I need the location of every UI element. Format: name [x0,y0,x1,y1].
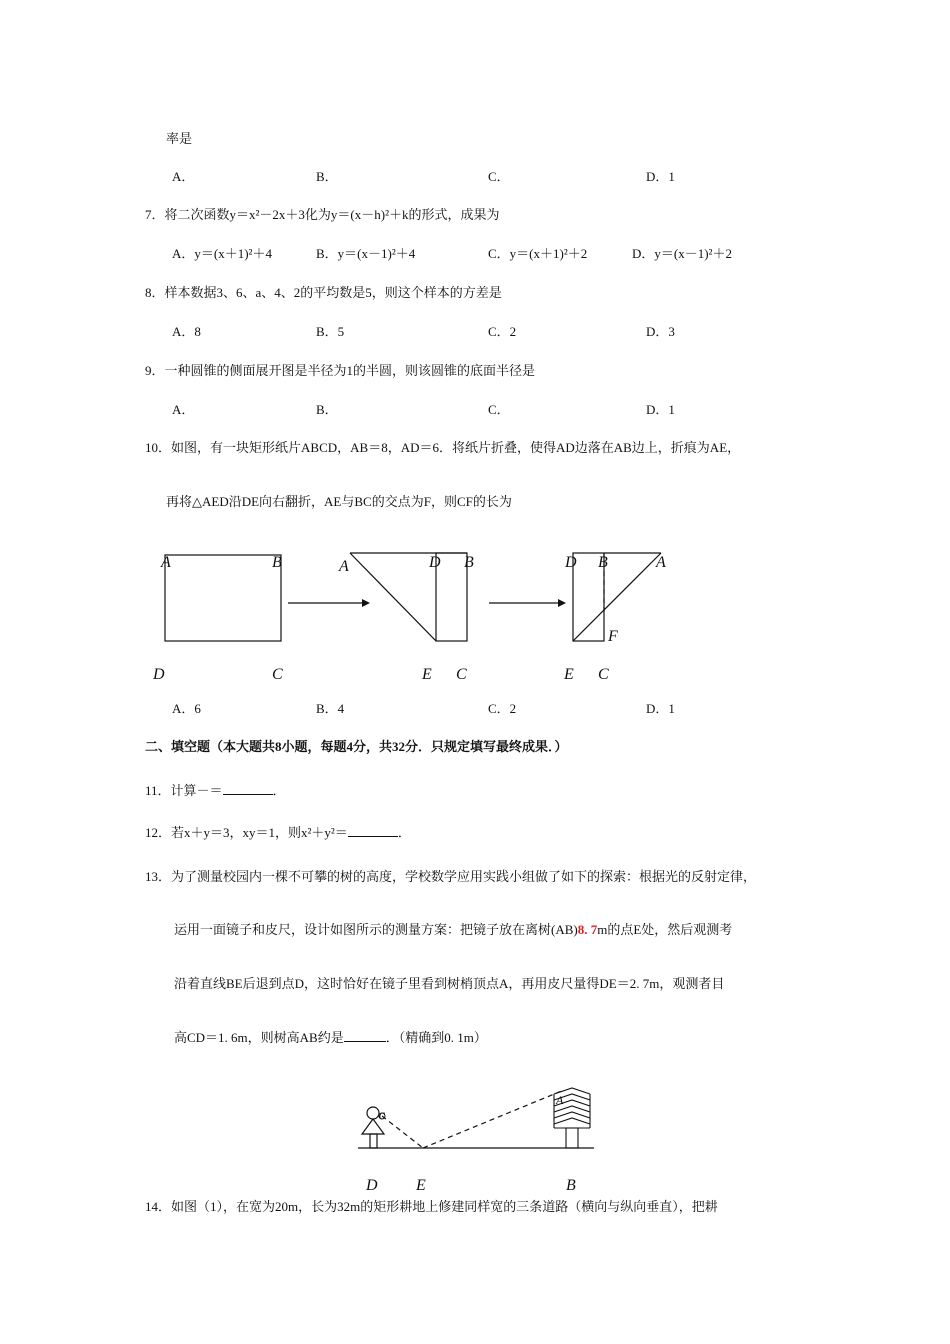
q11-text: 计算－＝ [170,783,223,798]
q13-text-line3: 沿着直线BE后退到点D，这时恰好在镜子里看到树梢顶点A，再用皮尺量得DE＝2. 7m，观测者目 [174,976,725,991]
arrow-1-head [362,599,370,607]
fig3-label-e: E [564,666,574,683]
q13-answer-blank[interactable] [344,1029,386,1042]
fig3-label-c: C [598,666,609,683]
q7-question [145,204,499,223]
q13-label-e: E [416,1177,426,1194]
fig1-label-b: B [272,554,282,571]
fig2-label-e: E [422,666,432,683]
q14-number: 14． [145,1199,172,1214]
q8-option-c: C．2 [488,324,517,339]
q9-option-b: B． [316,402,338,417]
q14-question [145,1196,718,1215]
q6-option-b: B． [316,169,338,184]
fig2-label-b: B [464,554,474,571]
fig1-label-c: C [272,666,283,683]
q11-tail: ． [272,783,286,798]
q14-text: 如图（1），在宽为20m，长为32m的矩形耕地上修建同样宽的三条道路（横向与纵向垂直），把耕 [171,1199,718,1214]
q11-question [145,780,286,799]
q7-option-c: C．y＝(x＋1)²＋2 [488,246,588,261]
q7-text: 将二次函数y＝x²－2x＋3化为y＝(x－h)²＋k的形式，成果为 [164,207,500,222]
fig2-label-d: D [429,554,441,571]
q13-question [145,866,756,885]
q6-tail: 率是 [166,131,193,146]
q7-option-b: B．y＝(x－1)²＋4 [316,246,416,261]
fig3-label-b: B [598,554,608,571]
q12-answer-blank[interactable] [348,824,398,837]
q13-text-line4a: 高CD＝1. 6m，则树高AB约是 [174,1030,344,1045]
q11-answer-blank[interactable] [223,782,273,795]
q13-label-a: A [556,1093,564,1107]
q13-line4 [174,1027,487,1046]
q6-option-d: D．1 [646,169,675,184]
person-body [362,1119,384,1134]
person-legs [370,1134,377,1148]
q8-option-d: D．3 [646,324,675,339]
q6-option-c: C． [488,169,510,184]
fig1-label-d: D [153,666,165,683]
q13-number: 13． [145,869,172,884]
arrow-2-head [558,599,566,607]
q13-text-line2a: 运用一面镜子和皮尺，设计如图所示的测量方案：把镜子放在离树(AB) [174,922,578,937]
q12-question [145,822,411,841]
q10-option-b: B．4 [316,701,345,716]
q13-text-line1: 为了测量校园内一棵不可攀的树的高度，学校数学应用实践小组做了如下的探索：根据光的反射定律， [171,869,757,884]
sight-line-to-mirror [382,1116,423,1148]
fig2-strip [436,553,467,641]
sight-line-to-tree [423,1090,564,1148]
q10-number: 10． [145,440,172,455]
fig1-label-a: A [161,554,171,571]
q13-text-line2b: m的点E处，然后观测考 [597,922,733,937]
q8-number: 8． [145,285,165,300]
q10-question [145,437,740,456]
fig2-label-c: C [456,666,467,683]
person-head [367,1107,379,1119]
q8-option-a: A．8 [172,324,201,339]
q9-option-d: D．1 [646,402,675,417]
q13-text-line4b: ．（精确到0. 1m） [385,1030,487,1045]
q12-number: 12． [145,825,172,840]
q12-tail: ． [397,825,411,840]
q7-option-a: A．y＝(x＋1)²＋4 [172,246,272,261]
q9-number: 9． [145,363,165,378]
q7-number: 7． [145,207,165,222]
q8-question [145,282,502,301]
section2-heading: 二、填空题（本大题共8小题，每题4分，共32分．只规定填写最终成果．） [145,739,568,754]
q9-text: 一种圆锥的侧面展开图是半径为1的半圆，则该圆锥的底面半径是 [164,363,536,378]
q7-option-d: D．y＝(x－1)²＋2 [632,246,732,261]
fig1-rectangle [165,555,281,641]
q9-option-c: C． [488,402,510,417]
fig3-label-a: A [656,554,666,571]
q13-label-b: B [566,1177,576,1194]
q13-label-c: C [379,1111,386,1121]
q13-distance-highlight: 8. 7 [577,922,598,937]
q9-option-a: A． [172,402,195,417]
q13-figure [350,1078,610,1198]
q10-figure [140,545,700,690]
q10-text-line2: 再将△AED沿DE向右翻折，AE与BC的交点为F，则CF的长为 [166,494,512,509]
q10-option-d: D．1 [646,701,675,716]
q11-number: 11． [145,783,171,798]
fig3-label-d: D [565,554,577,571]
fig2-label-a: A [339,558,349,575]
q13-label-d: D [366,1177,378,1194]
q8-option-b: B．5 [316,324,345,339]
q10-text-line1: 如图，有一块矩形纸片ABCD，AB＝8，AD＝6．将纸片折叠，使得AD边落在AB边上，折痕为AE， [171,440,741,455]
q10-option-c: C．2 [488,701,517,716]
fig3-label-f: F [608,628,618,645]
q13-line2 [174,919,732,938]
q8-text: 样本数据3、6、a、4、2的平均数是5，则这个样本的方差是 [164,285,502,300]
q10-option-a: A．6 [172,701,201,716]
fig2-crease [350,553,436,641]
q12-text: 若x＋y＝3，xy＝1，则x²＋y²＝ [171,825,348,840]
q9-question [145,360,535,379]
q6-option-a: A． [172,169,195,184]
